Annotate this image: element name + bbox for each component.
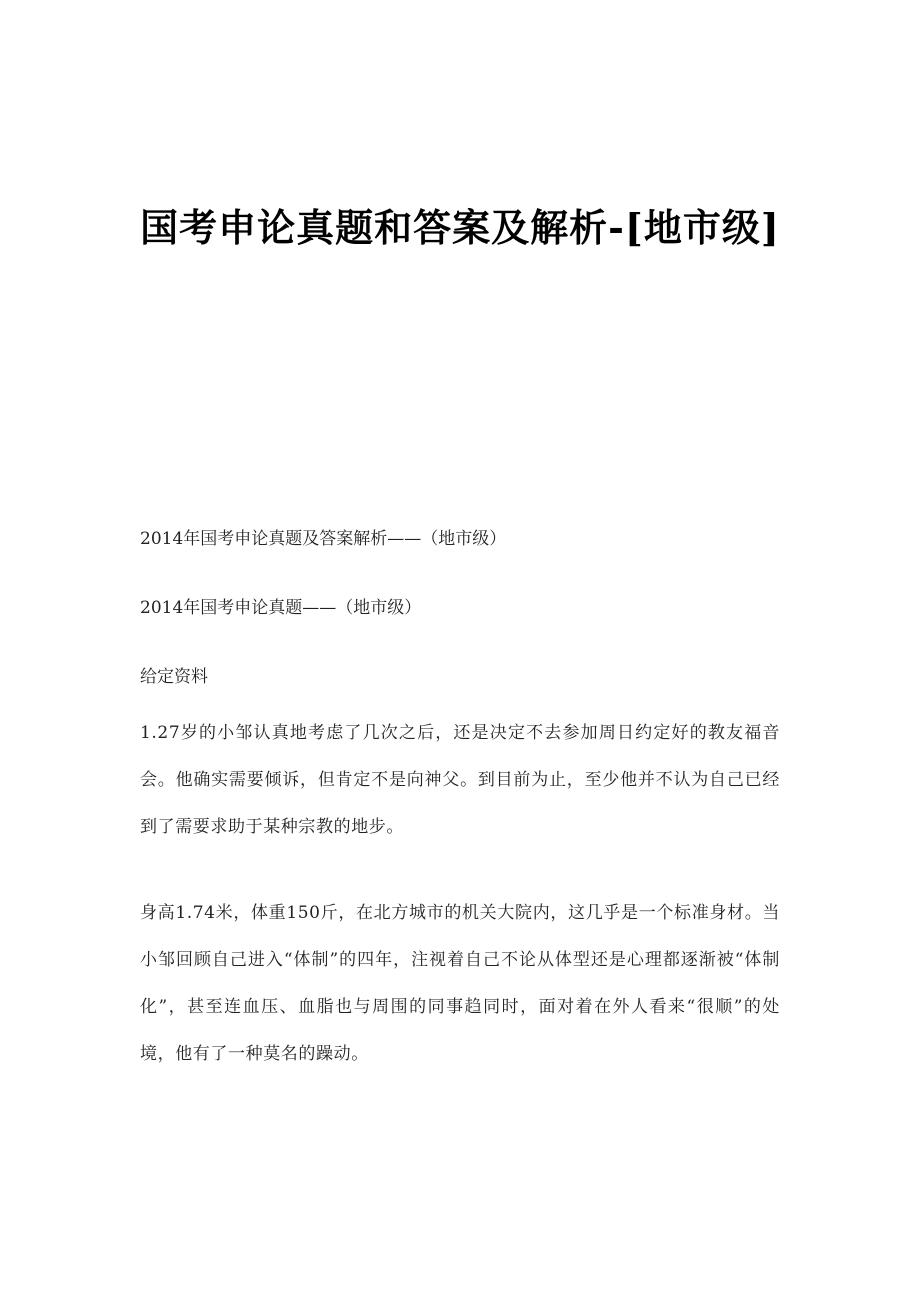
subtitle-full-exam: 2014年国考申论真题及答案解析——（地市级） — [140, 529, 507, 549]
section-heading-given-materials: 给定资料 — [140, 667, 208, 687]
paragraph-2: 身高1.74米，体重150斤，在北方城市的机关大院内，这几乎是一个标准身材。当小邹回顾自己进入“体制”的四年，注视着自己不论从体型还是心理都逐渐被“体制化”，甚至连血压、血脂也与周围的同事趋同时，面对着在外人看来“很顺”的处境，他有了一种莫名的躁动。 — [140, 903, 780, 1064]
subtitle-exam-questions: 2014年国考申论真题——（地市级） — [140, 598, 422, 618]
document-title: 国考申论真题和答案及解析-[地市级] — [140, 205, 780, 250]
paragraph-1: 1.27岁的小邹认真地考虑了几次之后，还是决定不去参加周日约定好的教友福音会。他确实需要倾诉，但肯定不是向神父。到目前为止，至少他并不认为自己已经到了需要求助于某种宗教的地步。 — [140, 723, 780, 837]
